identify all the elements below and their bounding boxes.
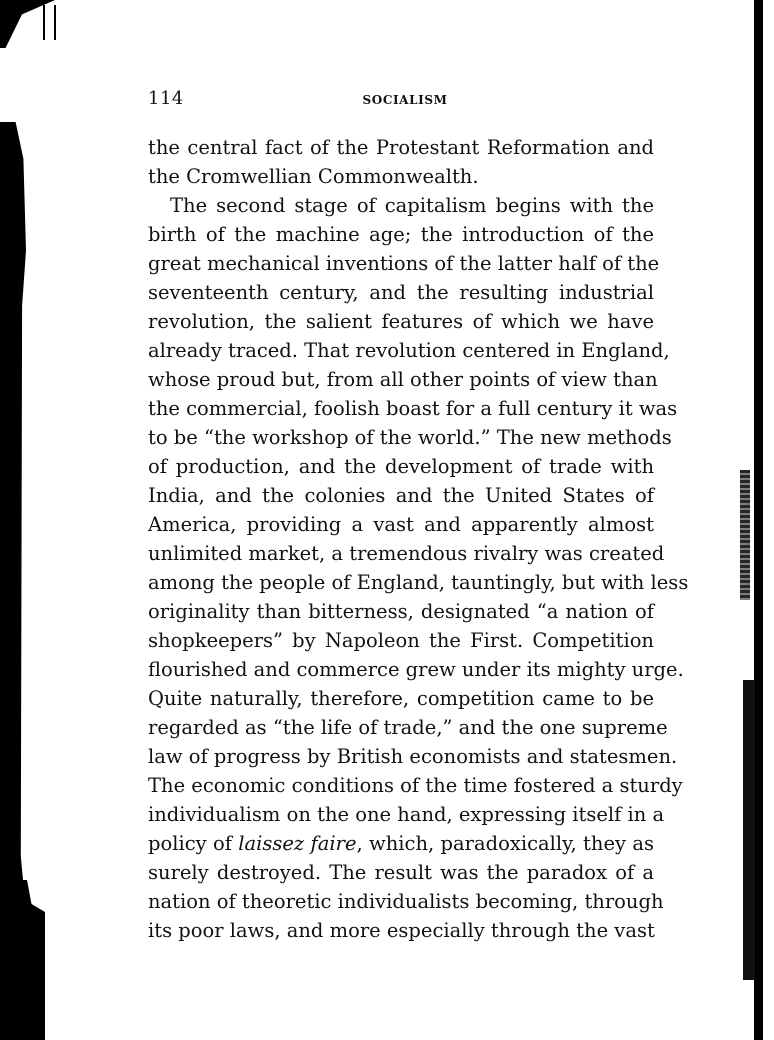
text-line: originality than bitterness, designated “a nation of xyxy=(148,600,654,623)
text-line: the central fact of the Protestant Reformation and xyxy=(148,136,654,159)
text-line: to be “the workshop of the world.” The new methods xyxy=(148,426,672,449)
text-line: regarded as “the life of trade,” and the one supreme xyxy=(148,716,668,739)
text-line-part: , which, paradoxically, they as xyxy=(356,832,654,855)
text-line: individualism on the one hand, expressing itself in a xyxy=(148,803,665,826)
text-line: revolution, the salient features of which we have xyxy=(148,310,654,333)
page-number: 114 xyxy=(148,88,184,109)
scan-streak xyxy=(54,5,56,40)
text-line: of production, and the development of trade with xyxy=(148,455,654,478)
scan-shadow-right-edge xyxy=(754,0,763,1040)
text-line: its poor laws, and more especially through the vast xyxy=(148,919,655,942)
text-line-part: policy of xyxy=(148,832,239,855)
text-line: The second stage of capitalism begins with the xyxy=(170,194,654,217)
text-line: among the people of England, tauntingly, but with less xyxy=(148,571,689,594)
text-line: great mechanical inventions of the latter half of the xyxy=(148,252,660,275)
scan-smudge-right xyxy=(740,470,750,600)
italic-phrase: laissez faire xyxy=(238,832,357,855)
body-lines xyxy=(148,133,689,829)
scan-streak xyxy=(43,5,45,40)
text-line: shopkeepers” by Napoleon the First. Competition xyxy=(148,629,654,652)
scan-shadow-bottom-left xyxy=(0,880,45,1040)
text-line: America, providing a vast and apparently almost xyxy=(148,513,654,536)
text-line: India, and the colonies and the United States of xyxy=(148,484,654,507)
running-head: SOCIALISM xyxy=(362,93,448,107)
text-line: law of progress by British economists and statesmen. xyxy=(148,745,678,768)
scan-shadow-right-lower xyxy=(743,680,755,980)
text-line: whose proud but, from all other points of view than xyxy=(148,368,658,391)
text-line: unlimited market, a tremendous rivalry was created xyxy=(148,542,665,565)
text-line: the Cromwellian Commonwealth. xyxy=(148,165,479,188)
text-line: birth of the machine age; the introduction of the xyxy=(148,223,654,246)
text-line xyxy=(148,829,654,858)
body-text xyxy=(148,133,689,945)
scan-shadow-top-left xyxy=(0,0,55,48)
text-line: The economic conditions of the time fostered a sturdy xyxy=(148,774,683,797)
text-line: already traced. That revolution centered in England, xyxy=(148,339,670,362)
text-line: the commercial, foolish boast for a full century it was xyxy=(148,397,678,420)
text-line: seventeenth century, and the resulting industrial xyxy=(148,281,654,304)
text-line: surely destroyed. The result was the paradox of a xyxy=(148,861,654,884)
text-line: flourished and commerce grew under its mighty urge. xyxy=(148,658,684,681)
text-line: Quite naturally, therefore, competition came to be xyxy=(148,687,654,710)
text-line: nation of theoretic individualists becoming, through xyxy=(148,890,664,913)
